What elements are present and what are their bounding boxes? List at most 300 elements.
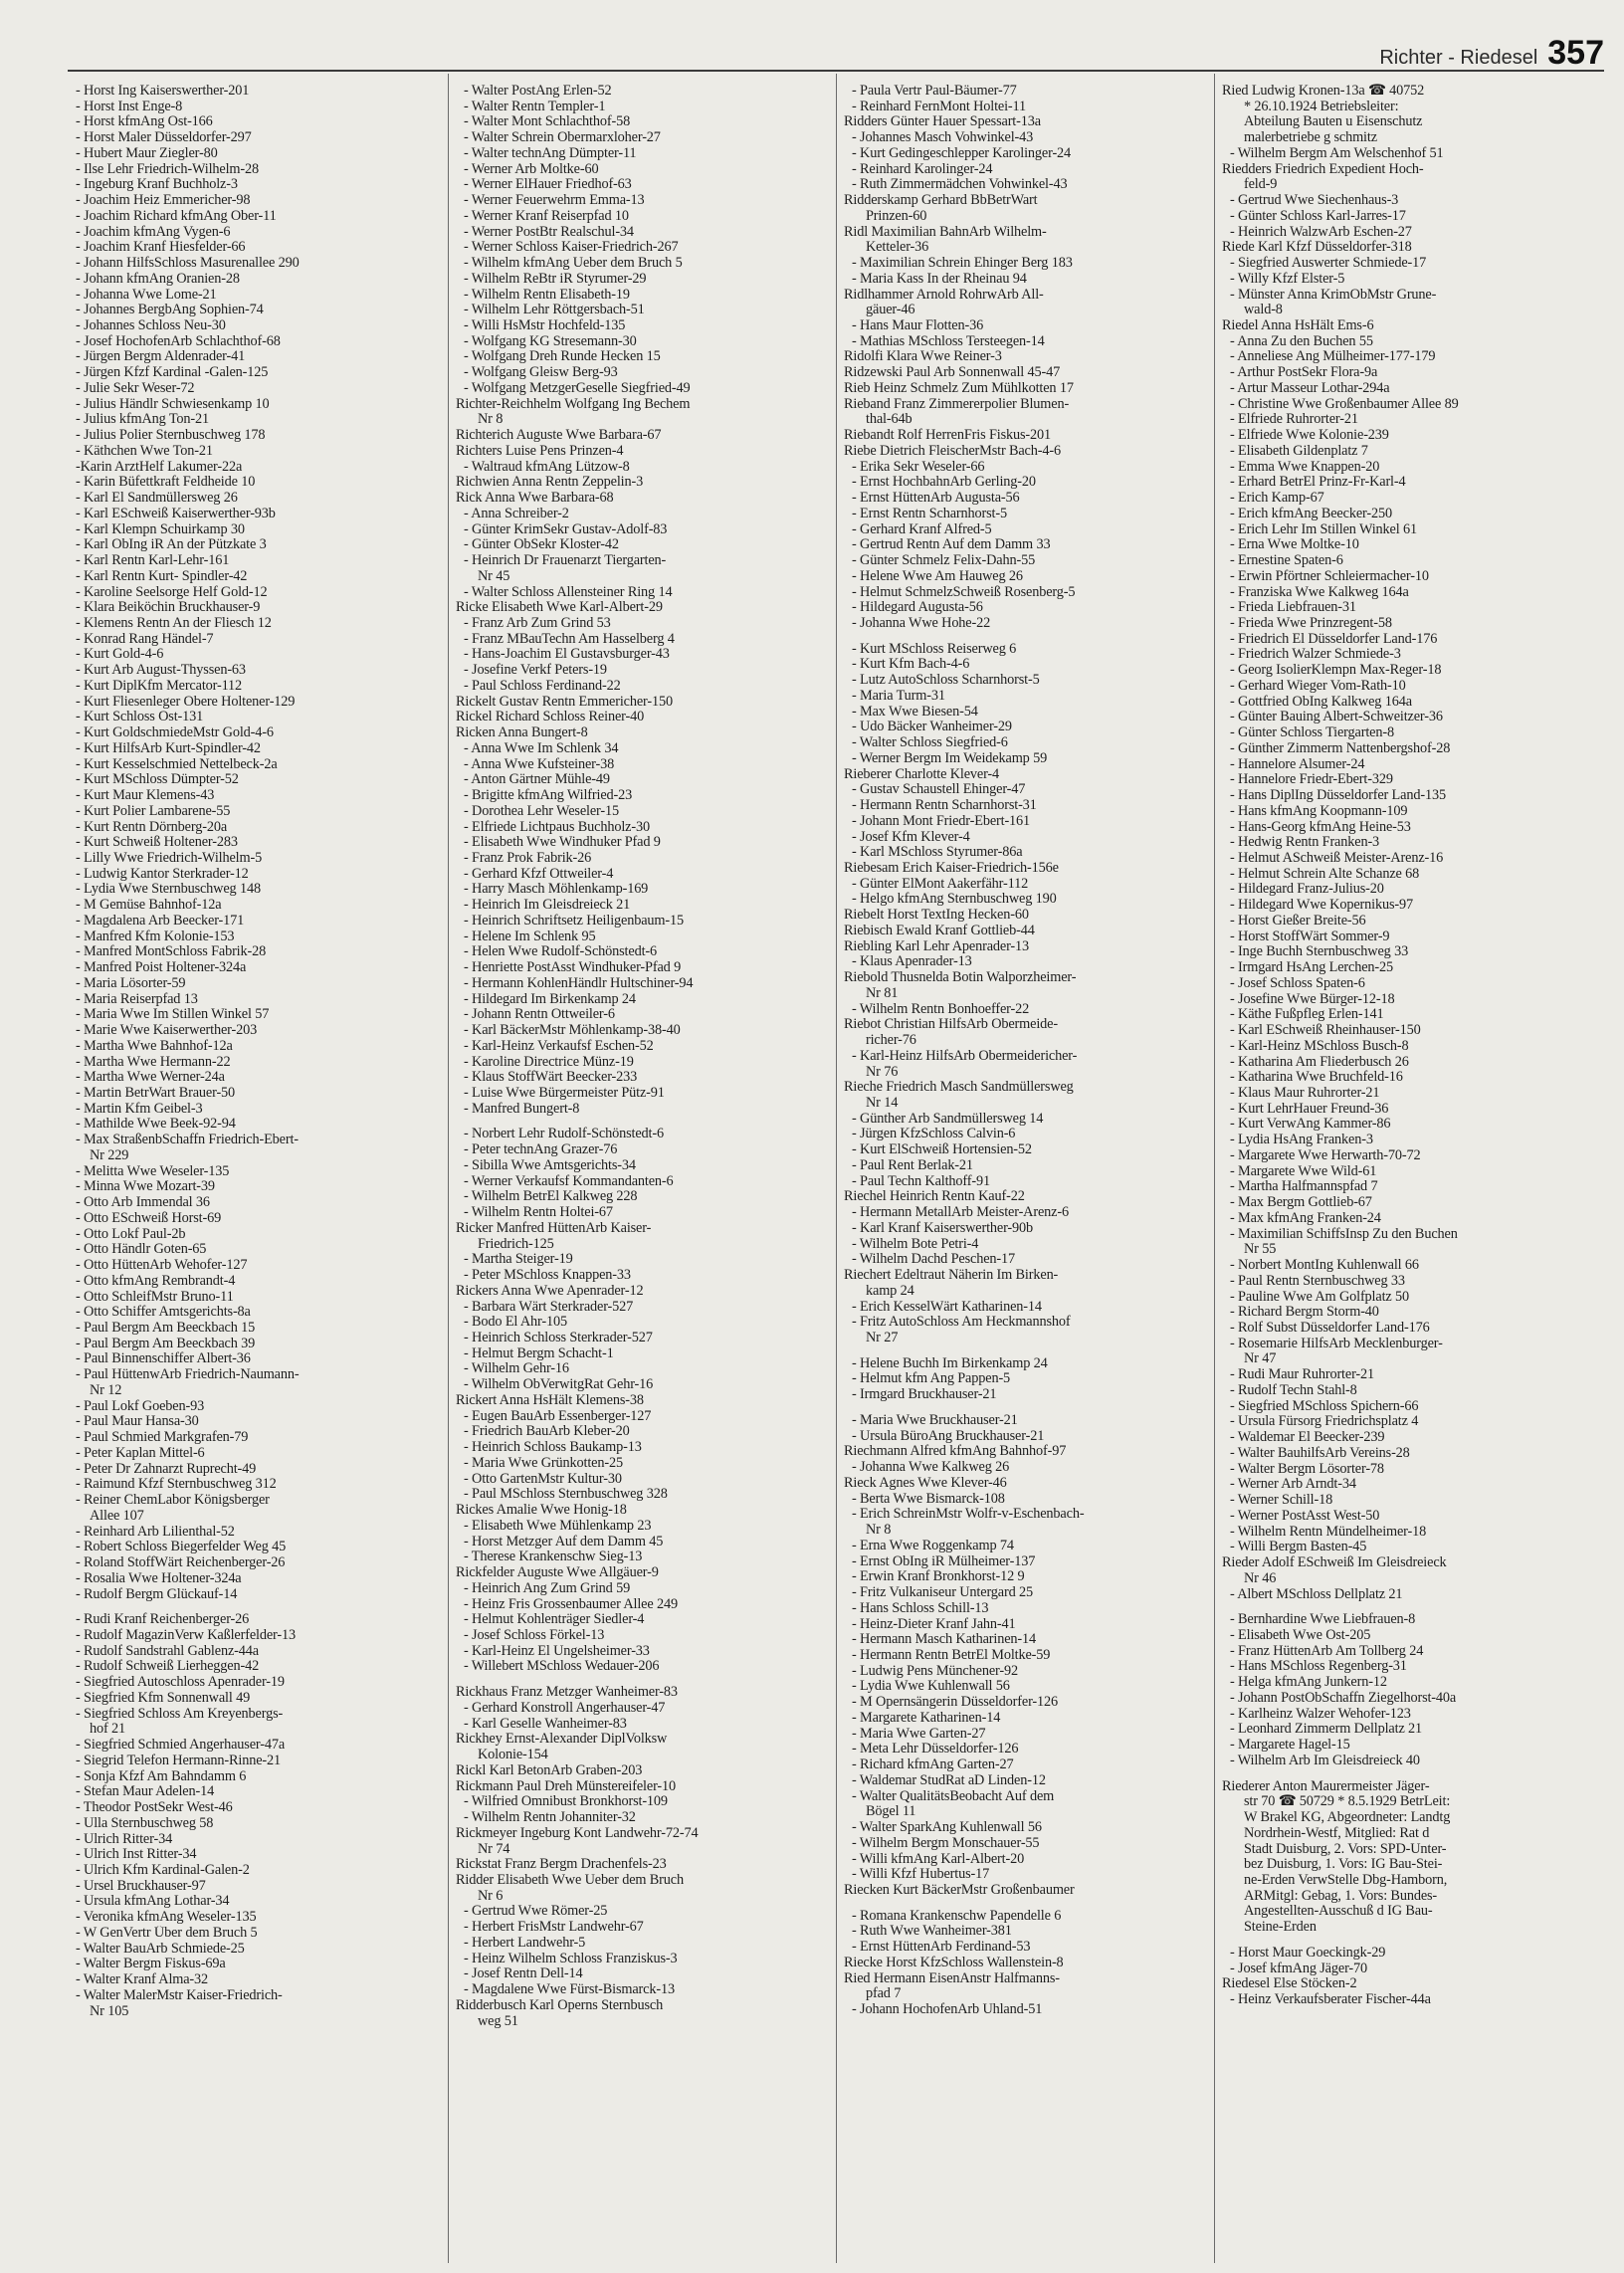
directory-entry: - Ludwig Pens Münchener-92	[852, 1663, 1018, 1679]
directory-entry: - Kurt VerwAng Kammer-86	[1230, 1117, 1391, 1133]
directory-entry: - Karoline Directrice Münz-19	[464, 1054, 634, 1070]
directory-entry: - Heinz Fris Grossenbaumer Allee 249	[464, 1596, 678, 1612]
directory-entry: Ricke Elisabeth Wwe Karl-Albert-29	[456, 600, 663, 616]
directory-entry: - Georg IsolierKlempn Max-Reger-18	[1230, 663, 1442, 679]
directory-entry: - Franz HüttenArb Am Tollberg 24	[1230, 1643, 1424, 1659]
directory-entry: - Josef kfmAng Jäger-70	[1230, 1961, 1368, 1976]
directory-entry: Nr 46	[1244, 1570, 1277, 1586]
directory-entry: - Günther Zimmerm Nattenbergshof-28	[1230, 740, 1451, 756]
directory-entry: - Karl Klempn Schuirkamp 30	[76, 521, 245, 537]
directory-entry: - Wilhelm BetrEl Kalkweg 228	[464, 1189, 638, 1205]
directory-entry: - Ursel Bruckhauser-97	[76, 1878, 206, 1894]
directory-entry: - Ilse Lehr Friedrich-Wilhelm-28	[76, 161, 259, 177]
directory-entry: - Ernst HochbahnArb Gerling-20	[852, 475, 1036, 491]
directory-entry: - Günter Schmelz Felix-Dahn-55	[852, 553, 1036, 569]
directory-entry: - Margarete Katharinen-14	[852, 1710, 1001, 1726]
directory-entry: Rickhaus Franz Metzger Wanheimer-83	[456, 1685, 678, 1701]
directory-entry: - Otto ESchweiß Horst-69	[76, 1210, 222, 1226]
directory-entry: Riedesel Else Stöcken-2	[1222, 1976, 1357, 1992]
directory-entry: Ried Ludwig Kronen-13a ☎ 40752	[1222, 84, 1425, 99]
directory-entry: - Wolfgang KG Stresemann-30	[464, 333, 637, 349]
directory-entry: Rickhey Ernst-Alexander DiplVolksw	[456, 1732, 668, 1748]
directory-entry: - Ernst HüttenArb Augusta-56	[852, 491, 1020, 507]
directory-entry: - Helen Wwe Rudolf-Schönstedt-6	[464, 944, 658, 960]
header-rule	[68, 70, 1604, 72]
directory-entry: - Manfred Kfm Kolonie-153	[76, 929, 235, 944]
directory-entry: Richwien Anna Rentn Zeppelin-3	[456, 475, 644, 491]
directory-entry: - Günter ObSekr Kloster-42	[464, 537, 619, 553]
directory-entry: - Udo Bäcker Wanheimer-29	[852, 720, 1012, 735]
directory-entry: - Helgo kfmAng Sternbuschweg 190	[852, 892, 1057, 908]
directory-entry: - Wilhelm Dachd Peschen-17	[852, 1252, 1015, 1268]
directory-entry: - Johanna Wwe Lome-21	[76, 287, 217, 303]
directory-entry: - Hermann Masch Katharinen-14	[852, 1632, 1037, 1648]
directory-entry: - Elisabeth Wwe Ost-205	[1230, 1627, 1371, 1643]
directory-entry: Nr 55	[1244, 1242, 1277, 1258]
directory-entry: - Karin Büfettkraft Feldheide 10	[76, 475, 256, 491]
directory-entry: - Roland StoffWärt Reichenberger-26	[76, 1555, 286, 1571]
directory-entry: - Friedrich BauArb Kleber-20	[464, 1424, 630, 1440]
directory-entry: - Franziska Wwe Kalkweg 164a	[1230, 584, 1409, 600]
directory-entry: - Josef Kfm Klever-4	[852, 829, 970, 845]
directory-entry: - Helmut SchmelzSchweiß Rosenberg-5	[852, 584, 1076, 600]
directory-entry: - Herbert FrisMstr Landwehr-67	[464, 1920, 644, 1936]
directory-entry: - Karl BäckerMstr Möhlenkamp-38-40	[464, 1023, 681, 1039]
directory-entry: Kolonie-154	[478, 1748, 548, 1763]
directory-entry: - Eugen BauArb Essenberger-127	[464, 1408, 652, 1424]
directory-entry: - Günter Schloss Karl-Jarres-17	[1230, 208, 1406, 224]
directory-entry: - Willebert MSchloss Wedauer-206	[464, 1659, 660, 1675]
directory-entry: - Helga kfmAng Junkern-12	[1230, 1675, 1387, 1691]
directory-entry: - Ulrich Ritter-34	[76, 1831, 173, 1847]
running-head: Richter - Riedesel	[1379, 47, 1538, 69]
directory-entry: - Münster Anna KrimObMstr Grune-	[1230, 287, 1437, 303]
directory-entry: - Johannes Schloss Neu-30	[76, 318, 226, 334]
directory-entry: - Walter BauArb Schmiede-25	[76, 1941, 245, 1957]
directory-entry: - Meta Lehr Düsseldorfer-126	[852, 1742, 1019, 1757]
directory-entry: gäuer-46	[866, 303, 915, 318]
directory-entry: - Helmut ASchweiß Meister-Arenz-16	[1230, 850, 1444, 866]
directory-entry: - Walter technAng Dümpter-11	[464, 145, 637, 161]
directory-entry: - Jürgen KfzSchloss Calvin-6	[852, 1127, 1016, 1142]
directory-entry: Nr 229	[90, 1147, 129, 1163]
directory-entry: - Margarete Hagel-15	[1230, 1738, 1350, 1754]
directory-entry: - Erhard BetrEl Prinz-Fr-Karl-4	[1230, 475, 1406, 491]
directory-entry: - Manfred Bungert-8	[464, 1101, 580, 1117]
directory-entry: - Ludwig Kantor Sterkrader-12	[76, 866, 249, 882]
directory-entry: Ridderskamp Gerhard BbBetrWart	[844, 193, 1038, 209]
directory-entry: - Karl ESchweiß Rheinhauser-150	[1230, 1023, 1421, 1039]
directory-entry: - Minna Wwe Mozart-39	[76, 1179, 215, 1195]
directory-entry: - Dorothea Lehr Weseler-15	[464, 803, 619, 819]
directory-entry: - Hermann Rentn BetrEl Moltke-59	[852, 1647, 1051, 1663]
directory-entry: - Wilhelm Rentn Elisabeth-19	[464, 287, 630, 303]
directory-entry: Allee 107	[90, 1508, 144, 1524]
directory-entry: Rickes Amalie Wwe Honig-18	[456, 1503, 627, 1519]
directory-entry: - Gertrud Rentn Auf dem Damm 33	[852, 537, 1051, 553]
directory-entry: - Siegrid Telefon Hermann-Rinne-21	[76, 1753, 282, 1768]
directory-entry: Rieb Heinz Schmelz Zum Mühlkotten 17	[844, 380, 1074, 396]
directory-entry: - Ruth Wwe Wanheimer-381	[852, 1924, 1012, 1940]
directory-entry: - Heinrich Schloss Sterkrader-527	[464, 1331, 653, 1346]
directory-entry: - Ursula kfmAng Lothar-34	[76, 1894, 230, 1910]
directory-entry: - Klaus Maur Ruhrorter-21	[1230, 1086, 1380, 1101]
directory-entry: - Joachim Richard kfmAng Ober-11	[76, 208, 277, 224]
directory-entry: - Walter Bergm Lösorter-78	[1230, 1461, 1384, 1477]
directory-entry: - Paula Vertr Paul-Bäumer-77	[852, 84, 1017, 99]
directory-entry: - Walter Kranf Alma-32	[76, 1972, 209, 1988]
directory-entry: - Martin Kfm Geibel-3	[76, 1101, 203, 1117]
directory-entry: - Wilhelm Gehr-16	[464, 1361, 569, 1377]
directory-entry: - Walter Bergm Fiskus-69a	[76, 1957, 226, 1972]
directory-entry: - Helmut Bergm Schacht-1	[464, 1345, 614, 1361]
directory-entry: - Wilhelm Rentn Mündelheimer-18	[1230, 1524, 1427, 1540]
directory-entry: - Heinz-Dieter Kranf Jahn-41	[852, 1616, 1016, 1632]
directory-entry: - Paul Techn Kalthoff-91	[852, 1173, 990, 1189]
directory-entry: Abteilung Bauten u Eisenschutz	[1244, 114, 1423, 130]
directory-entry: - Lydia Wwe Sternbuschweg 148	[76, 882, 261, 898]
directory-entry: - Hedwig Rentn Franken-3	[1230, 835, 1380, 851]
directory-entry: - Sibilla Wwe Amtsgerichts-34	[464, 1157, 636, 1173]
directory-entry: - Kurt MSchloss Dümpter-52	[76, 772, 239, 788]
directory-entry: - Günter Schloss Tiergarten-8	[1230, 725, 1394, 741]
directory-entry: - Bodo El Ahr-105	[464, 1315, 567, 1331]
directory-entry: - M Gemüse Bahnhof-12a	[76, 898, 222, 914]
directory-entry: - Kurt LehrHauer Freund-36	[1230, 1101, 1389, 1117]
directory-entry: - Margarete Wwe Herwarth-70-72	[1230, 1147, 1421, 1163]
directory-entry: - Helene Buchh Im Birkenkamp 24	[852, 1355, 1048, 1371]
directory-entry: Nr 81	[866, 985, 899, 1001]
directory-entry: - Pauline Wwe Am Golfplatz 50	[1230, 1289, 1410, 1305]
directory-entry: Nr 74	[478, 1841, 510, 1857]
directory-entry: - Johann HilfsSchloss Masurenallee 290	[76, 256, 300, 272]
directory-entry: - Rudolf MagazinVerw Kaßlerfelder-13	[76, 1627, 296, 1643]
directory-entry: - Stefan Maur Adelen-14	[76, 1784, 215, 1800]
directory-entry: - Wilhelm Arb Im Gleisdreieck 40	[1230, 1753, 1420, 1768]
directory-entry: Nr 27	[866, 1331, 899, 1346]
directory-entry: - Rosemarie HilfsArb Mecklenburger-	[1230, 1336, 1443, 1351]
directory-entry: - Ernestine Spaten-6	[1230, 553, 1343, 569]
directory-entry: - Hans MSchloss Regenberg-31	[1230, 1659, 1407, 1675]
directory-entry: - Martha Wwe Hermann-22	[76, 1054, 231, 1070]
directory-entry: - Ulrich Kfm Kardinal-Galen-2	[76, 1862, 250, 1878]
column-3	[844, 84, 1217, 2253]
directory-entry: - Günter Bauing Albert-Schweitzer-36	[1230, 710, 1443, 725]
directory-entry: - Horst Metzger Auf dem Damm 45	[464, 1534, 664, 1550]
directory-entry: - Werner Arb Moltke-60	[464, 161, 599, 177]
directory-entry: - Robert Schloss Biegerfelder Weg 45	[76, 1540, 287, 1555]
directory-entry: - Erna Wwe Moltke-10	[1230, 537, 1359, 553]
directory-entry: - Harry Masch Möhlenkamp-169	[464, 882, 649, 898]
directory-entry: - Hans Maur Flotten-36	[852, 318, 984, 334]
directory-entry: - Julius Händlr Schwiesenkamp 10	[76, 396, 270, 412]
directory-entry: - Karl Rentn Kurt- Spindler-42	[76, 568, 248, 584]
directory-entry: - Willy Kfzf Elster-5	[1230, 271, 1345, 287]
directory-entry: - Horst StoffWärt Sommer-9	[1230, 929, 1390, 944]
directory-entry: - Elisabeth Wwe Windhuker Pfad 9	[464, 835, 661, 851]
directory-entry: - Wilhelm Lehr Röttgersbach-51	[464, 303, 645, 318]
directory-entry: - Horst Gießer Breite-56	[1230, 913, 1366, 929]
directory-entry: - Franz MBauTechn Am Hasselberg 4	[464, 631, 675, 647]
directory-entry: - Karl Rentn Karl-Lehr-161	[76, 553, 230, 569]
directory-entry: - Peter MSchloss Knappen-33	[464, 1268, 631, 1284]
directory-entry: - Willi Bergm Basten-45	[1230, 1540, 1367, 1555]
directory-entry: - Friedrich El Düsseldorfer Land-176	[1230, 631, 1438, 647]
directory-entry: - Manfred MontSchloss Fabrik-28	[76, 944, 267, 960]
directory-entry: - Ingeburg Kranf Buchholz-3	[76, 177, 238, 193]
directory-entry: - Johann Mont Friedr-Ebert-161	[852, 813, 1031, 829]
directory-entry: - Lydia HsAng Franken-3	[1230, 1133, 1373, 1148]
directory-entry: - Walter Rentn Templer-1	[464, 99, 606, 114]
directory-entry: - Heinrich Schloss Baukamp-13	[464, 1440, 642, 1456]
directory-entry: - Otto Schiffer Amtsgerichts-8a	[76, 1305, 251, 1321]
directory-entry: - Johann Rentn Ottweiler-6	[464, 1007, 615, 1023]
directory-entry: - Heinz Wilhelm Schloss Franziskus-3	[464, 1951, 678, 1966]
directory-entry: - Werner Schloss Kaiser-Friedrich-267	[464, 240, 679, 256]
directory-entry: - Luise Wwe Bürgermeister Pütz-91	[464, 1086, 665, 1101]
directory-entry: Rieband Franz Zimmererpolier Blumen-	[844, 396, 1070, 412]
directory-entry: - Gustav Schaustell Ehinger-47	[852, 782, 1026, 798]
directory-entry: Ridlhammer Arnold RohrwArb All-	[844, 287, 1044, 303]
directory-entry: - Inge Buchh Sternbuschweg 33	[1230, 944, 1409, 960]
directory-entry: - Lilly Wwe Friedrich-Wilhelm-5	[76, 850, 263, 866]
directory-entry: - Helmut Schrein Alte Schanze 68	[1230, 866, 1420, 882]
directory-entry: - Ulrich Inst Ritter-34	[76, 1847, 197, 1863]
directory-entry: - Otto Arb Immendal 36	[76, 1195, 210, 1211]
directory-entry: - Artur Masseur Lothar-294a	[1230, 380, 1390, 396]
directory-entry: - Kurt Arb August-Thyssen-63	[76, 663, 246, 679]
directory-entry: Rickmann Paul Dreh Münstereifeler-10	[456, 1778, 677, 1794]
directory-entry: - Maria Turm-31	[852, 688, 945, 704]
directory-columns	[68, 84, 1600, 2253]
directory-entry: Riebling Karl Lehr Apenrader-13	[844, 938, 1030, 954]
directory-entry: - Helmut kfm Ang Pappen-5	[852, 1371, 1011, 1387]
directory-entry: thal-64b	[866, 412, 913, 428]
directory-entry: - Irmgard Bruckhauser-21	[852, 1387, 997, 1403]
directory-entry: - Erich Kamp-67	[1230, 491, 1324, 507]
directory-entry: Nr 45	[478, 568, 510, 584]
directory-entry: bez Duisburg, 1. Vors: IG Bau-Stei-	[1244, 1857, 1443, 1873]
directory-entry: - Hans-Joachim El Gustavsburger-43	[464, 647, 670, 663]
directory-entry: - Kurt MSchloss Reiserweg 6	[852, 641, 1017, 657]
directory-entry: Angestellten-Ausschuß d IG Bau-	[1244, 1904, 1433, 1920]
directory-entry: Rickl Karl BetonArb Graben-203	[456, 1762, 643, 1778]
directory-entry: - Romana Krankenschw Papendelle 6	[852, 1908, 1062, 1924]
directory-entry: - Jürgen Bergm Aldenrader-41	[76, 349, 246, 365]
directory-entry: Nr 8	[478, 412, 504, 428]
directory-entry: - Käthe Fußpfleg Erlen-141	[1230, 1007, 1384, 1023]
directory-entry: Nr 14	[866, 1096, 899, 1111]
directory-entry: - Anna Wwe Kufsteiner-38	[464, 756, 615, 772]
directory-entry: - Marie Wwe Kaiserwerther-203	[76, 1023, 258, 1039]
directory-entry: Rickers Anna Wwe Apenrader-12	[456, 1283, 644, 1299]
directory-entry: - Fritz AutoSchloss Am Heckmannshof	[852, 1315, 1071, 1331]
directory-entry: Nordrhein-Westf, Mitglied: Rat d	[1244, 1825, 1430, 1841]
directory-entry: - Arthur PostSekr Flora-9a	[1230, 365, 1378, 381]
directory-entry: - Karl El Sandmüllersweg 26	[76, 491, 238, 507]
directory-entry: - Irmgard HsAng Lerchen-25	[1230, 960, 1394, 976]
directory-entry: - Paul Bergm Am Beeckbach 15	[76, 1321, 256, 1337]
directory-entry: - Hans DiplIng Düsseldorfer Land-135	[1230, 788, 1446, 804]
directory-entry: - Heinrich WalzwArb Eschen-27	[1230, 224, 1412, 240]
directory-entry: - Horst Maur Goeckingk-29	[1230, 1945, 1386, 1961]
directory-entry: Stadt Duisburg, 2. Vors: SPD-Unter-	[1244, 1841, 1447, 1857]
directory-entry: - Siegfried Schmied Angerhauser-47a	[76, 1738, 286, 1754]
directory-entry: - Anton Gärtner Mühle-49	[464, 772, 610, 788]
directory-entry: - Josefine Wwe Bürger-12-18	[1230, 991, 1395, 1007]
directory-entry: - Siegfried MSchloss Spichern-66	[1230, 1398, 1419, 1414]
directory-entry: - Reinhard Karolinger-24	[852, 161, 993, 177]
directory-entry: Ridolfi Klara Wwe Reiner-3	[844, 349, 1002, 365]
directory-entry: Rickfelder Auguste Wwe Allgäuer-9	[456, 1565, 659, 1581]
directory-entry: - Johannes BergbAng Sophien-74	[76, 303, 264, 318]
directory-entry: - Frieda Wwe Prinzregent-58	[1230, 615, 1392, 631]
directory-entry: - Friedrich Walzer Schmiede-3	[1230, 647, 1401, 663]
directory-entry: - Franz Prok Fabrik-26	[464, 850, 592, 866]
directory-entry: Rieche Friedrich Masch Sandmüllersweg	[844, 1080, 1074, 1096]
directory-entry: - Gerhard Kranf Alfred-5	[852, 521, 992, 537]
directory-entry: - Martha Wwe Bahnhof-12a	[76, 1038, 233, 1054]
directory-entry: - Werner Arb Arndt-34	[1230, 1477, 1356, 1493]
directory-entry: - Hildegard Wwe Kopernikus-97	[1230, 898, 1413, 914]
directory-entry: - Wilhelm ObVerwitgRat Gehr-16	[464, 1377, 654, 1393]
directory-entry: - Karl MSchloss Styrumer-86a	[852, 845, 1023, 861]
directory-entry: Rickstat Franz Bergm Drachenfels-23	[456, 1857, 667, 1873]
directory-entry: - Günther Arb Sandmüllersweg 14	[852, 1111, 1044, 1127]
directory-entry: Ricker Manfred HüttenArb Kaiser-	[456, 1220, 652, 1236]
directory-entry: - Leonhard Zimmerm Dellplatz 21	[1230, 1722, 1423, 1738]
directory-entry: - Erich kfmAng Beecker-250	[1230, 506, 1392, 521]
directory-entry: - Paul MSchloss Sternbuschweg 328	[464, 1487, 668, 1503]
directory-entry: - Helene Wwe Am Hauweg 26	[852, 568, 1023, 584]
directory-entry: - Peter technAng Grazer-76	[464, 1142, 618, 1158]
directory-entry: - Henriette PostAsst Windhuker-Pfad 9	[464, 960, 682, 976]
directory-entry: - Hans-Georg kfmAng Heine-53	[1230, 819, 1411, 835]
directory-entry: str 70 ☎ 50729 * 8.5.1929 BetrLeit:	[1244, 1794, 1451, 1810]
directory-entry: - Wolfgang MetzgerGeselle Siegfried-49	[464, 380, 691, 396]
directory-entry: Riebold Thusnelda Botin Walporzheimer-	[844, 970, 1077, 986]
directory-entry: - Rolf Subst Düsseldorfer Land-176	[1230, 1321, 1430, 1337]
directory-entry: - Werner ElHauer Friedhof-63	[464, 177, 632, 193]
directory-entry: Ketteler-36	[866, 240, 929, 256]
directory-entry: - Walter Mont Schlachthof-58	[464, 114, 631, 130]
directory-entry: - Josef Schloss Spaten-6	[1230, 975, 1365, 991]
directory-entry: - Helene Im Schlenk 95	[464, 929, 596, 944]
directory-entry: - Mathilde Wwe Beek-92-94	[76, 1117, 236, 1133]
directory-entry: - Johanna Wwe Hohe-22	[852, 615, 991, 631]
directory-entry: - Werner Verkaufsf Kommandanten-6	[464, 1173, 674, 1189]
directory-entry: Riebesam Erich Kaiser-Friedrich-156e	[844, 860, 1059, 876]
directory-entry: - Gerhard Wieger Vom-Rath-10	[1230, 678, 1406, 694]
directory-entry: - Ernst HüttenArb Ferdinand-53	[852, 1940, 1031, 1956]
directory-entry: W Brakel KG, Abgeordneter: Landtg	[1244, 1810, 1451, 1826]
directory-entry: - Wolfgang Dreh Runde Hecken 15	[464, 349, 661, 365]
directory-entry: Prinzen-60	[866, 208, 927, 224]
directory-entry: - Otto HüttenArb Wehofer-127	[76, 1258, 248, 1274]
directory-entry: - Hans Schloss Schill-13	[852, 1600, 989, 1616]
directory-entry: - Franz Arb Zum Grind 53	[464, 615, 611, 631]
directory-entry: - Barbara Wärt Sterkrader-527	[464, 1299, 634, 1315]
directory-entry: Richterich Auguste Wwe Barbara-67	[456, 428, 662, 444]
directory-entry: - Hans kfmAng Koopmann-109	[1230, 803, 1408, 819]
directory-entry: - Wilhelm Rentn Johanniter-32	[464, 1810, 636, 1826]
directory-entry: Ridzewski Paul Arb Sonnenwall 45-47	[844, 365, 1061, 381]
directory-entry: - Wilhelm Rentn Bonhoeffer-22	[852, 1001, 1030, 1017]
directory-entry: - Walter PostAng Erlen-52	[464, 84, 612, 99]
directory-entry: - Hermann MetallArb Meister-Arenz-6	[852, 1205, 1069, 1221]
directory-entry: - Horst Inst Enge-8	[76, 99, 183, 114]
directory-entry: Nr 47	[1244, 1351, 1277, 1367]
directory-entry: Ridl Maximilian BahnArb Wilhelm-	[844, 224, 1047, 240]
directory-entry: - Paul Rentn Sternbuschweg 33	[1230, 1273, 1405, 1289]
directory-entry: - Katharina Wwe Bruchfeld-16	[1230, 1070, 1403, 1086]
directory-entry: Friedrich-125	[478, 1236, 554, 1252]
directory-entry: - Konrad Rang Händel-7	[76, 631, 214, 647]
directory-entry: - Otto Händlr Goten-65	[76, 1242, 207, 1258]
directory-entry: - Anna Zu den Buchen 55	[1230, 333, 1373, 349]
directory-entry: - Hermann KohlenHändlr Hultschiner-94	[464, 975, 694, 991]
directory-entry: - Erwin Kranf Bronkhorst-12 9	[852, 1569, 1025, 1585]
directory-entry: - Peter Dr Zahnarzt Ruprecht-49	[76, 1461, 257, 1477]
directory-entry: - Heinz Verkaufsberater Fischer-44a	[1230, 1992, 1431, 2008]
directory-entry: Nr 76	[866, 1064, 899, 1080]
directory-entry: - Hannelore Alsumer-24	[1230, 756, 1365, 772]
directory-entry: - Walter Schloss Allensteiner Ring 14	[464, 584, 673, 600]
directory-entry: pfad 7	[866, 1986, 902, 2002]
directory-entry: - Maria Lösorter-59	[76, 975, 186, 991]
directory-entry: - Kurt Kesselschmied Nettelbeck-2a	[76, 756, 278, 772]
directory-entry: - Karl-Heinz El Ungelsheimer-33	[464, 1643, 650, 1659]
directory-entry: - Martha Steiger-19	[464, 1252, 573, 1268]
directory-entry: - Maria Wwe Garten-27	[852, 1726, 986, 1742]
directory-entry: - Walter QualitätsBeobacht Auf dem	[852, 1788, 1055, 1804]
directory-entry: - Walter BauhilfsArb Vereins-28	[1230, 1445, 1410, 1461]
directory-entry: - Kurt Rentn Dörnberg-20a	[76, 819, 228, 835]
directory-entry: - Emma Wwe Knappen-20	[1230, 459, 1380, 475]
page-number: 357	[1547, 34, 1604, 72]
directory-entry: - Gerhard Kfzf Ottweiler-4	[464, 866, 614, 882]
directory-entry: - Walter Schloss Siegfried-6	[852, 735, 1008, 751]
directory-entry: - Hildegard Augusta-56	[852, 600, 983, 616]
directory-entry: - Heinrich Im Gleisdreieck 21	[464, 898, 631, 914]
directory-entry: - Hubert Maur Ziegler-80	[76, 145, 218, 161]
directory-entry: - Walter Schrein Obermarxloher-27	[464, 130, 661, 146]
directory-entry: Rickel Richard Schloss Reiner-40	[456, 710, 645, 725]
directory-entry: - W GenVertr Über dem Bruch 5	[76, 1925, 258, 1941]
directory-entry: - Gertrud Wwe Römer-25	[464, 1904, 608, 1920]
directory-entry: - Paul Lokf Goeben-93	[76, 1398, 205, 1414]
directory-entry: - Walter SparkAng Kuhlenwall 56	[852, 1820, 1042, 1836]
directory-entry: - Paul Binnenschiffer Albert-36	[76, 1351, 251, 1367]
directory-entry: - Kurt Fliesenleger Obere Holtener-129	[76, 694, 296, 710]
directory-entry: - Karl Kranf Kaiserswerther-90b	[852, 1220, 1034, 1236]
directory-entry: - Rudi Maur Ruhrorter-21	[1230, 1367, 1375, 1383]
directory-entry: - Max kfmAng Franken-24	[1230, 1210, 1381, 1226]
directory-entry: - Reiner ChemLabor Königsberger	[76, 1493, 270, 1509]
directory-entry: Riechmann Alfred kfmAng Bahnhof-97	[844, 1444, 1067, 1460]
directory-entry: - Veronika kfmAng Weseler-135	[76, 1910, 257, 1926]
directory-entry: - Wilhelm kfmAng Ueber dem Bruch 5	[464, 256, 683, 272]
directory-entry: - Karl ESchweiß Kaiserwerther-93b	[76, 506, 276, 521]
directory-entry: - Rudolf Bergm Glückauf-14	[76, 1586, 238, 1602]
directory-entry: - Johann PostObSchaffn Ziegelhorst-40a	[1230, 1690, 1457, 1706]
directory-entry: - Werner Feuerwehrm Emma-13	[464, 193, 645, 209]
directory-entry: Rickmeyer Ingeburg Kont Landwehr-72-74	[456, 1825, 699, 1841]
column-4	[1222, 84, 1595, 2253]
directory-entry: Ridder Elisabeth Wwe Ueber dem Bruch	[456, 1872, 684, 1888]
directory-entry: Riebelt Horst TextIng Hecken-60	[844, 908, 1029, 924]
directory-entry: - Otto GartenMstr Kultur-30	[464, 1471, 622, 1487]
